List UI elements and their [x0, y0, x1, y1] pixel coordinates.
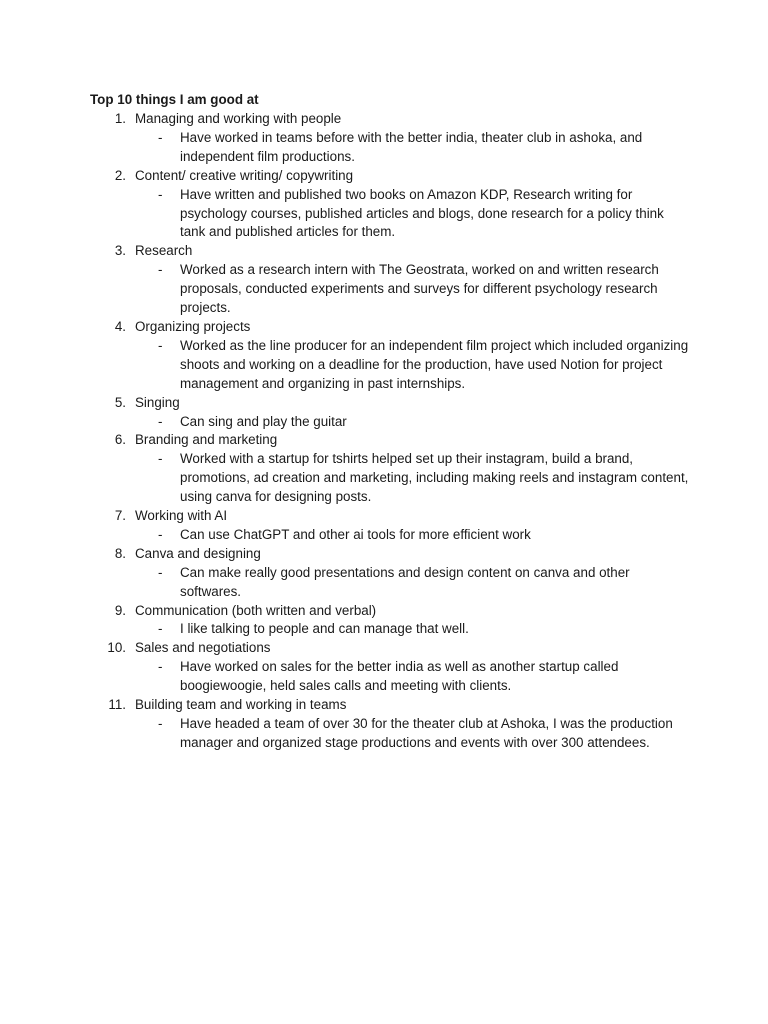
sub-list-text: Have written and published two books on Amazon KDP, Research writing for psychology courses, published articles and blogs, done research for a policy think tank and published articles for them.: [180, 186, 664, 240]
sub-list-item: [90, 337, 690, 394]
list-item-label: Sales and negotiations: [135, 640, 271, 656]
sub-list-text: Have worked on sales for the better india as well as another startup called boogiewoogie, held sales calls and meeting with clients.: [180, 659, 619, 694]
sub-list-text: Can use ChatGPT and other ai tools for more efficient work: [180, 526, 531, 542]
list-item: [90, 242, 690, 318]
list-item: [90, 696, 690, 753]
list-item-heading: [90, 318, 690, 337]
sub-list-text: Worked with a startup for tshirts helped set up their instagram, build a brand, promotions, ad creation and marketing, including making reels and instagram content, using canva for designing posts.: [180, 451, 689, 505]
list-item-label: Building team and working in teams: [135, 697, 347, 713]
list-item-number: 11.: [108, 697, 126, 713]
list-item-number: 6.: [114, 432, 126, 448]
list-item: [90, 167, 690, 243]
sub-list: [90, 450, 690, 507]
list-item-label: Organizing projects: [135, 318, 251, 334]
list-item-label: Managing and working with people: [135, 111, 342, 126]
sub-list: [90, 186, 690, 243]
sub-list-item: [90, 658, 690, 696]
sub-list-item: [90, 450, 690, 507]
sub-list-text: Worked as a research intern with The Geostrata, worked on and written research proposals, conducted experiments and surveys for different psychology research projects.: [180, 262, 659, 316]
list-item-heading: [90, 110, 690, 129]
sub-list-text: Can make really good presentations and design content on canva and other softwares.: [180, 564, 630, 599]
list-item-number: 5.: [114, 394, 126, 410]
list-item: [90, 602, 690, 640]
sub-list: [90, 658, 690, 696]
sub-list: [90, 620, 690, 639]
list-item-heading: [90, 507, 690, 526]
list-item-heading: [90, 545, 690, 564]
sub-list: [90, 526, 690, 545]
list-item: [90, 318, 690, 394]
dash-bullet: -: [158, 659, 163, 675]
sub-list-item: [90, 715, 690, 753]
dash-bullet: -: [158, 716, 163, 731]
sub-list-item: [90, 261, 690, 318]
sub-list-item: [90, 620, 690, 639]
list-item: [90, 507, 690, 545]
dash-bullet: -: [158, 413, 163, 429]
list-item-number: 3.: [114, 243, 126, 259]
document-title: Top 10 things I am good at: [90, 92, 259, 107]
list-item-number: 7.: [114, 508, 126, 524]
dash-bullet: -: [158, 451, 163, 467]
list-item-heading: [90, 167, 690, 186]
list-item: [90, 545, 690, 602]
list-item-label: Working with AI: [135, 508, 228, 524]
dash-bullet: -: [158, 621, 163, 637]
sub-list: [90, 337, 690, 394]
sub-list-item: [90, 526, 690, 545]
list-item: [90, 639, 690, 696]
list-item-number: 1.: [114, 111, 126, 126]
list-item-label: Research: [135, 243, 193, 259]
list-item: [90, 110, 690, 167]
sub-list-item: [90, 413, 690, 432]
dash-bullet: -: [158, 526, 163, 542]
dash-bullet: -: [158, 186, 163, 202]
sub-list: [90, 129, 690, 167]
list-item-heading: [90, 242, 690, 261]
list-item-label: Content/ creative writing/ copywriting: [135, 167, 354, 183]
list-item-number: 9.: [114, 602, 126, 618]
dash-bullet: -: [158, 564, 163, 580]
sub-list: [90, 715, 690, 753]
list-item: [90, 431, 690, 507]
sub-list-text: Can sing and play the guitar: [180, 413, 347, 429]
numbered-list: [90, 110, 690, 753]
list-item-heading: [90, 602, 690, 621]
list-item-number: 10.: [107, 640, 126, 656]
sub-list: [90, 261, 690, 318]
list-item-label: Canva and designing: [135, 545, 261, 561]
list-item-label: Communication (both written and verbal): [135, 602, 377, 618]
sub-list-item: [90, 186, 690, 243]
list-item-heading: [90, 639, 690, 658]
sub-list: [90, 564, 690, 602]
dash-bullet: -: [158, 129, 163, 145]
sub-list-text: I like talking to people and can manage that well.: [180, 621, 469, 637]
list-item-heading: [90, 394, 690, 413]
list-item-heading: [90, 431, 690, 450]
dash-bullet: -: [158, 262, 163, 278]
dash-bullet: -: [158, 337, 163, 353]
list-item-label: Branding and marketing: [135, 432, 278, 448]
sub-list-item: [90, 564, 690, 602]
sub-list-text: Have headed a team of over 30 for the theater club at Ashoka, I was the production manager and organized stage productions and events with over 300 attendees.: [180, 716, 673, 750]
list-item: [90, 394, 690, 432]
sub-list: [90, 413, 690, 432]
list-item-number: 8.: [114, 545, 126, 561]
sub-list-item: [90, 129, 690, 167]
sub-list-text: Have worked in teams before with the better india, theater club in ashoka, and independent film productions.: [180, 129, 643, 164]
list-item-heading: [90, 696, 690, 715]
document-body: [90, 91, 690, 753]
list-item-label: Singing: [135, 394, 180, 410]
list-item-number: 4.: [114, 318, 126, 334]
sub-list-text: Worked as the line producer for an independent film project which included organizing shoots and working on a deadline for the production, have used Notion for project management and organizing in past internships.: [180, 337, 689, 391]
list-item-number: 2.: [114, 167, 126, 183]
